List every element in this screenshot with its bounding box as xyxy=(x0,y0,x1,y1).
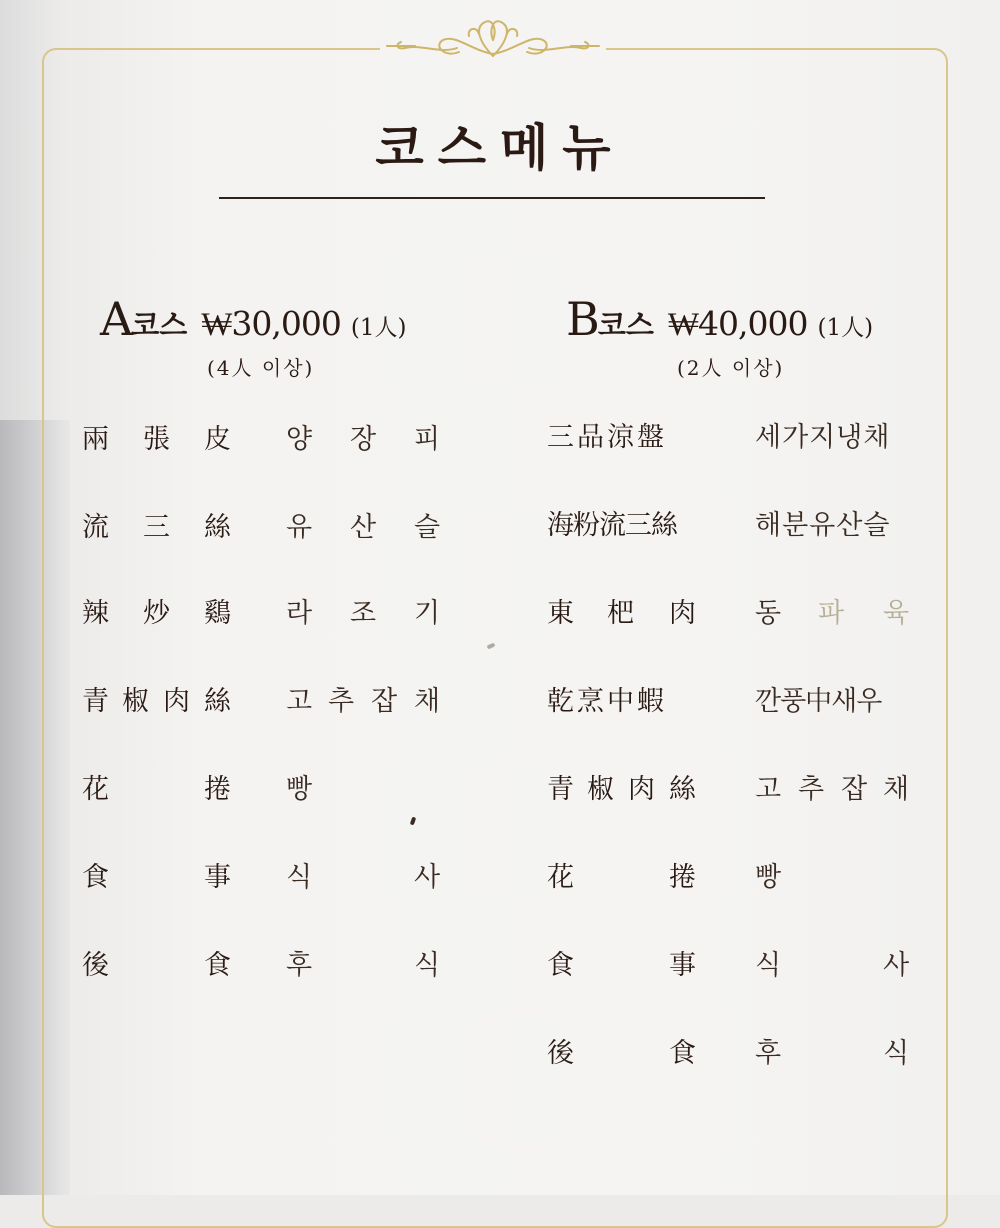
hanja-char: 花 xyxy=(82,774,109,805)
hangul-char: 빵 xyxy=(755,862,782,893)
course-b-letter: B xyxy=(566,292,598,346)
hanja-char: 張 xyxy=(143,424,170,455)
hanja-char: 食 xyxy=(547,950,574,981)
hangul-char: 고 xyxy=(755,774,782,805)
hangul-char: 피 xyxy=(414,424,441,455)
hanja-char: 東 xyxy=(547,598,574,629)
hangul-char: 기 xyxy=(414,598,441,629)
hangul-char: 양 xyxy=(286,424,313,455)
hangul-char: 파 xyxy=(818,598,845,629)
course-a-item-7 xyxy=(0,943,500,987)
hanja-name: 三品涼盤 xyxy=(547,422,667,453)
hanja-char: 鷄 xyxy=(204,598,231,629)
course-a-item-4 xyxy=(0,679,500,723)
hangul-char: 잡 xyxy=(371,686,398,717)
hanja-char: 青 xyxy=(547,774,574,805)
hanja-char: 絲 xyxy=(669,774,696,805)
hanja-char: 皮 xyxy=(204,424,231,455)
course-b-item-6 xyxy=(500,855,980,899)
hanja-char: 肉 xyxy=(628,774,655,805)
course-a-item-1 xyxy=(0,417,500,461)
course-b-item-5 xyxy=(500,767,980,811)
hanja-name: 海粉流三絲 xyxy=(547,510,677,541)
hanja-char: 絲 xyxy=(204,512,231,543)
course-b-name: 코스 xyxy=(597,308,654,342)
hanja-char: 事 xyxy=(204,862,231,893)
course-b-item-7 xyxy=(500,943,980,987)
hangul-char: 후 xyxy=(755,1038,782,1069)
hanja-char: 後 xyxy=(82,950,109,981)
hanja-char: 肉 xyxy=(163,686,190,717)
course-b-item-2 xyxy=(500,503,980,547)
course-a-item-5 xyxy=(0,767,500,811)
hangul-char: 유 xyxy=(286,512,313,543)
hangul-char: 조 xyxy=(350,598,377,629)
hangul-char: 잡 xyxy=(841,774,868,805)
hangul-char: 추 xyxy=(328,686,355,717)
course-a-letter: A xyxy=(100,292,132,346)
hanja-char: 食 xyxy=(204,950,231,981)
course-b-note: (2人 이상) xyxy=(677,356,785,380)
hanja-char: 椒 xyxy=(587,774,614,805)
hanja-char: 三 xyxy=(143,512,170,543)
hangul-name: 해분유산슬 xyxy=(755,510,891,541)
hanja-char: 青 xyxy=(82,686,109,717)
hanja-char: 杷 xyxy=(607,598,634,629)
hanja-char: 食 xyxy=(82,862,109,893)
course-a-item-6 xyxy=(0,855,500,899)
hangul-char: 장 xyxy=(350,424,377,455)
course-a-per: (1人) xyxy=(350,315,407,341)
hanja-char: 兩 xyxy=(82,424,109,455)
hangul-char: 후 xyxy=(286,950,313,981)
course-b-item-4 xyxy=(500,679,980,723)
hanja-char: 辣 xyxy=(82,598,109,629)
course-b-item-3 xyxy=(500,591,980,635)
title-underline xyxy=(219,197,765,199)
hanja-char: 事 xyxy=(669,950,696,981)
hanja-char: 肉 xyxy=(669,598,696,629)
course-b-header xyxy=(566,292,873,346)
hangul-name: 세가지냉채 xyxy=(755,422,891,453)
hangul-char: 채 xyxy=(414,686,441,717)
course-a-item-2 xyxy=(0,505,500,549)
course-b-price: ₩40,000 xyxy=(667,304,808,343)
hanja-char: 後 xyxy=(547,1038,574,1069)
course-b-item-1 xyxy=(500,415,980,459)
hanja-char: 椒 xyxy=(122,686,149,717)
course-a-price: ₩30,000 xyxy=(201,304,341,343)
course-a-name: 코스 xyxy=(131,308,188,342)
hangul-char: 식 xyxy=(414,950,441,981)
hangul-char: 동 xyxy=(755,598,782,629)
hanja-char: 流 xyxy=(82,512,109,543)
course-b-per: (1人) xyxy=(817,315,874,341)
hangul-char: 추 xyxy=(798,774,825,805)
hangul-char: 사 xyxy=(414,862,441,893)
hanja-char: 捲 xyxy=(204,774,231,805)
hanja-char: 食 xyxy=(669,1038,696,1069)
hangul-char: 육 xyxy=(883,598,910,629)
course-b-item-8 xyxy=(500,1031,980,1075)
hangul-char: 산 xyxy=(350,512,377,543)
hangul-char: 식 xyxy=(755,950,782,981)
ornament-icon xyxy=(385,14,601,70)
course-a-item-3 xyxy=(0,591,500,635)
hanja-char: 花 xyxy=(547,862,574,893)
hangul-char: 채 xyxy=(883,774,910,805)
hangul-char: 라 xyxy=(286,598,313,629)
hanja-char: 捲 xyxy=(669,862,696,893)
hangul-name: 깐풍中새우 xyxy=(755,686,882,717)
hangul-char: 빵 xyxy=(286,774,313,805)
hanja-char: 絲 xyxy=(204,686,231,717)
hangul-char: 사 xyxy=(883,950,910,981)
hangul-char: 슬 xyxy=(414,512,441,543)
page-title: 코스메뉴 xyxy=(375,119,625,177)
hanja-name: 乾烹中蝦 xyxy=(547,686,667,717)
hangul-char: 식 xyxy=(883,1038,910,1069)
course-a-header xyxy=(100,292,406,346)
hangul-char: 고 xyxy=(286,686,313,717)
course-a-note: (4人 이상) xyxy=(207,356,315,380)
hanja-char: 炒 xyxy=(143,598,170,629)
hangul-char: 식 xyxy=(286,862,313,893)
